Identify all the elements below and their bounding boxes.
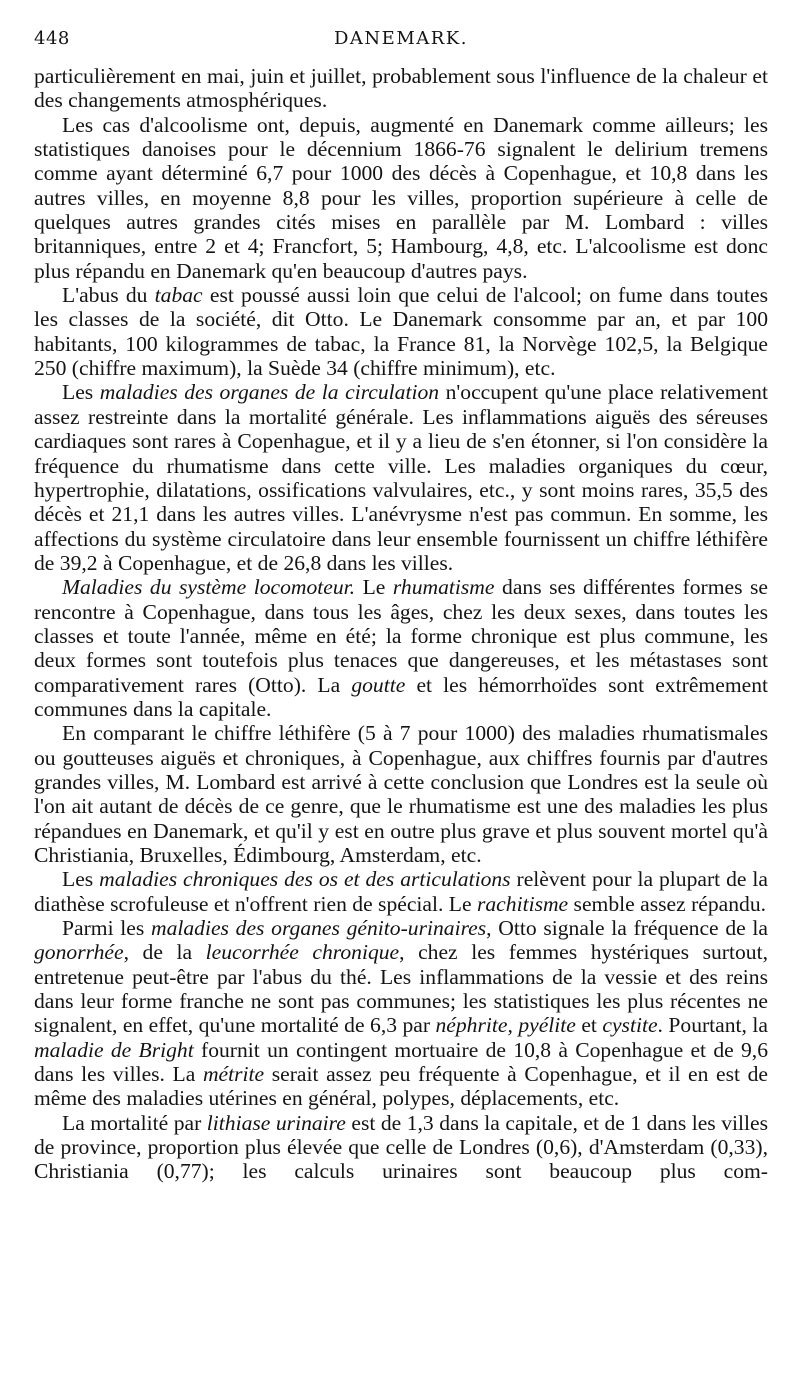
- text-run: n'occupent qu'une place relativement assez restreinte dans la mortalité générale. Les inflammations aiguës des séreuses cardiaques sont rares à Copenhague, et il y a lieu de s'en étonner, si l'on considère la fréquence du rhumatisme dans cette ville. Les maladies organiques du cœur, hypertrophie, dilatations, ossifications valvulaires, etc., y sont moins rares, 35,5 des décès et 21,1 dans les autres villes. L'anévrysme n'est pas commun. En somme, les affections du système circulatoire dans leur ensemble fournissent un chiffre léthifère de 39,2 à Copenhague, et de 26,8 dans les villes.: [34, 380, 768, 575]
- text-run: est poussé aussi loin que celui de l'alcool; on fume dans toutes les classes de la société, dit Otto. Le Danemark consomme par an, et par 100 habitants, 100 kilogrammes de tabac, la France 81, la Norvège 102,5, la Belgique 250 (chiffre maximum), la Suède 34 (chiffre minimum), etc.: [34, 283, 768, 381]
- italic-run: maladie de Bright: [34, 1037, 194, 1062]
- text-run: . Pourtant, la: [657, 1013, 768, 1038]
- text-run: Les cas d'alcoolisme ont, depuis, augmenté en Danemark comme ailleurs; les statistiques danoises pour le décennium 1866-76 signalent le delirium tremens comme ayant déterminé 6,7 pour 1000 des décès à Copenhague, et 10,8 dans les autres villes, en moyenne 8,8 pour les villes, proportion supérieure à celle de quelques autres grandes cités mises en parallèle par M. Lombard : villes britanniques, entre 2 et 4; Francfort, 5; Hambourg, 4,8, etc. L'alcoolisme est donc plus répandu en Danemark qu'en beaucoup d'autres pays.: [34, 112, 768, 283]
- running-title: DANEMARK.: [334, 28, 468, 49]
- paragraph: [34, 575, 768, 721]
- text-run: Les: [62, 867, 100, 892]
- text-run: est de 1,3 dans la capitale, et de 1 dans les villes de province, proportion plus élevée que celle de Londres (0,6), d'Amsterdam (0,33), Christiania (0,77); les calculs urinaires sont beaucoup plus com-: [34, 1110, 768, 1184]
- text-run: fournit un contingent mortuaire de 10,8 à Copenhague et de 9,6 dans les villes. La: [34, 1037, 768, 1087]
- running-head: [34, 28, 768, 58]
- paragraph: [34, 1111, 768, 1184]
- paragraph: [34, 916, 768, 1111]
- italic-run: métrite: [202, 1062, 265, 1087]
- paragraph: [34, 64, 768, 113]
- italic-run: lithiase urinaire: [206, 1110, 346, 1135]
- text-run: , Otto signale la fréquence de la: [486, 916, 768, 941]
- italic-run: cystite: [602, 1013, 658, 1038]
- paragraph: [34, 867, 768, 916]
- book-page: [34, 28, 768, 1184]
- text-run: serait assez peu fréquente à Copenhague, et il en est de même des maladies utérines en général, polypes, déplacements, etc.: [34, 1062, 768, 1111]
- italic-run: Maladies du système locomoteur.: [62, 575, 356, 600]
- text-run: Parmi les: [62, 916, 151, 941]
- paragraph: [34, 380, 768, 575]
- text-run: En comparant le chiffre léthifère (5 à 7 pour 1000) des maladies rhumatismales ou goutteuses aiguës et chroniques, à Copenhague, aux chiffres fournis par d'autres grandes villes, M. Lombard est arrivé à cette conclusion que Londres est la seule où l'on ait autant de décès de ce genre, que le rhumatisme est une des maladies les plus répandues en Danemark, et qu'il y est en outre plus grave et plus souvent mortel qu'à Christiania, Bruxelles, Édimbourg, Amsterdam, etc.: [34, 721, 768, 867]
- text-run: , de la: [123, 940, 206, 965]
- text-run: Le: [355, 575, 393, 600]
- text-run: particulièrement en mai, juin et juillet, probablement sous l'influence de la chaleur et des changements atmosphériques.: [34, 64, 768, 113]
- italic-run: goutte: [351, 672, 406, 697]
- text-run: Les: [62, 380, 100, 405]
- italic-run: rachitisme: [476, 891, 569, 916]
- text-run: relèvent pour la plupart de la diathèse scrofuleuse et n'offrent rien de spécial. Le: [34, 867, 769, 916]
- paragraph: [34, 283, 768, 380]
- text-run: , chez les femmes hystériques surtout, entretenue peut-être par l'abus du thé. Les inflammations de la vessie et des reins dans leur forme franche ne sont pas communes; les statistiques les plus récentes ne signalent, en effet, qu'une mortalité de 6,3 par: [34, 940, 768, 1038]
- italic-run: maladies des organes génito-urinaires: [150, 916, 487, 941]
- body-text: [34, 64, 768, 1184]
- italic-run: leucorrhée chronique: [205, 940, 400, 965]
- text-run: et les hémorrhoïdes sont extrêmement communes dans la capitale.: [34, 672, 768, 721]
- paragraph: [34, 113, 768, 283]
- italic-run: gonorrhée: [34, 940, 124, 965]
- text-run: semble assez répandu.: [568, 891, 767, 916]
- paragraph: [34, 721, 768, 867]
- text-run: La mortalité par: [62, 1110, 207, 1135]
- text-run: et: [575, 1013, 603, 1038]
- italic-run: rhumatisme: [392, 575, 495, 600]
- italic-run: néphrite, pyélite: [435, 1013, 576, 1038]
- page-number: 448: [34, 28, 70, 49]
- italic-run: tabac: [154, 283, 203, 308]
- italic-run: maladies des organes de la circulation: [99, 380, 440, 405]
- italic-run: maladies chroniques des os et des articulations: [99, 867, 511, 892]
- text-run: dans ses différentes formes se rencontre à Copenhague, dans tous les âges, chez les deux sexes, dans toutes les classes et toute l'année, même en été; la forme chronique est plus commune, les deux formes sont toutefois plus tenaces que dangereuses, et les métastases sont comparativement rares (Otto). La: [34, 575, 768, 697]
- text-run: L'abus du: [62, 283, 155, 308]
